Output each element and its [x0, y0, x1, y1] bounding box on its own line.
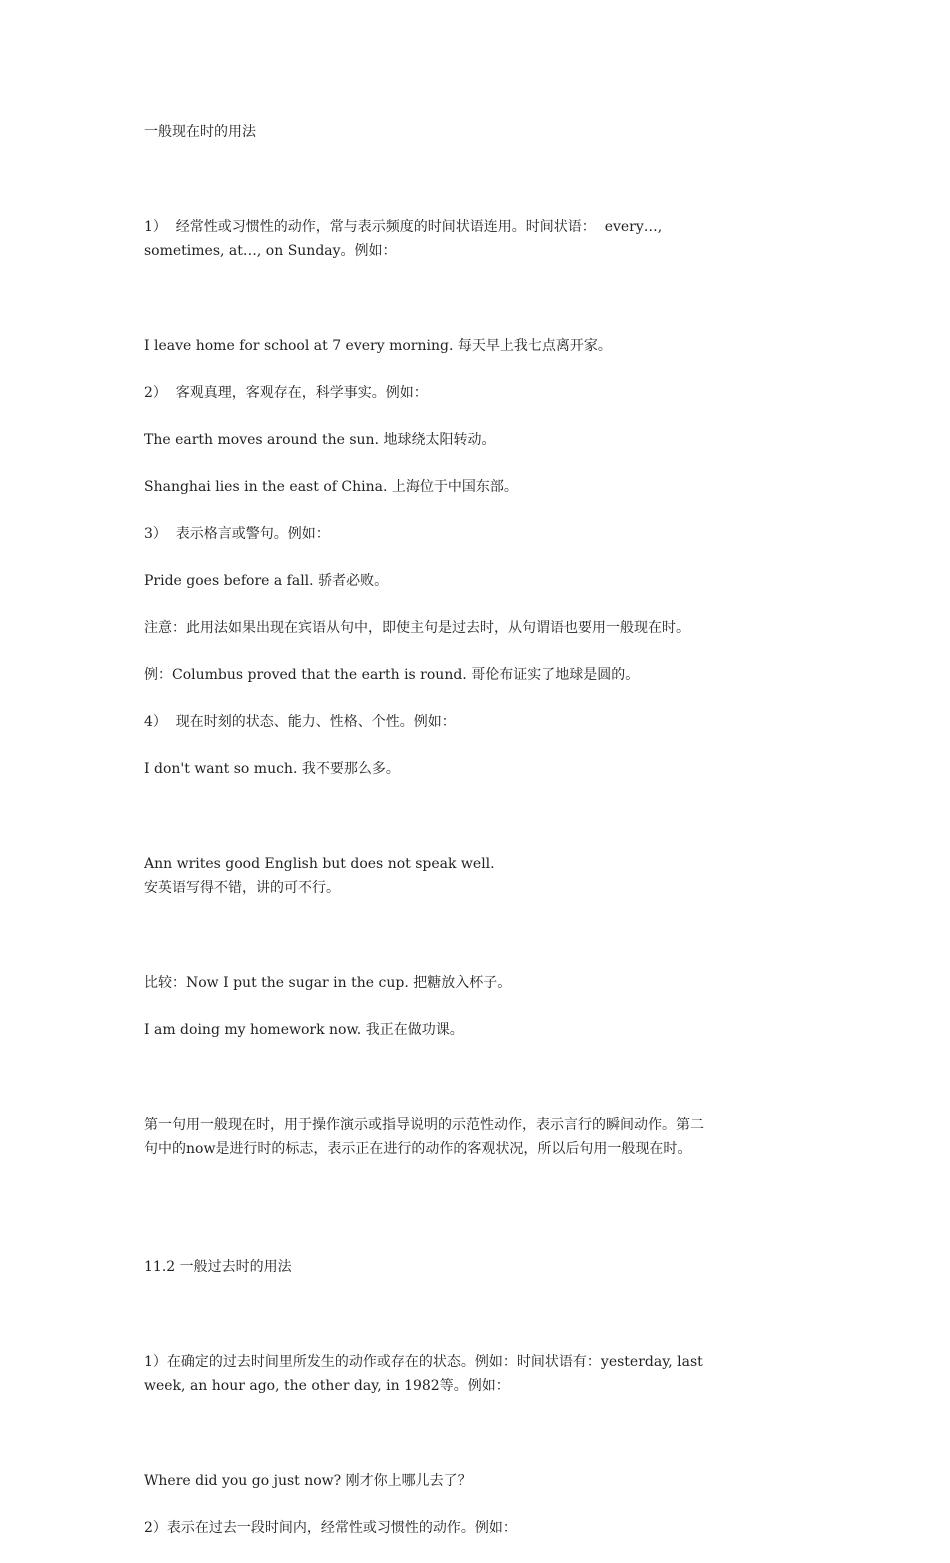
example-where-did-you-go: Where did you go just now? 刚才你上哪儿去了？	[144, 1473, 472, 1489]
past-usage-1-line-1: 1）在确定的过去时间里所发生的动作或存在的状态。例如：时间状语有：yesterday, last	[144, 1354, 703, 1370]
example-shanghai: Shanghai lies in the east of China. 上海位于中国东部。	[144, 479, 518, 495]
example-ann-writes	[144, 804, 814, 948]
usage-1-line-1: 1） 经常性或习惯性的动作，常与表示频度的时间状语连用。时间状语： every…,	[144, 219, 663, 235]
explanation-line-1: 第一句用一般现在时，用于操作演示或指导说明的示范性动作，表示言行的瞬间动作。第二	[144, 1117, 704, 1133]
section-title-present-simple: 一般现在时的用法	[144, 124, 256, 140]
example-leave-home: I leave home for school at 7 every morning. 每天早上我七点离开家。	[144, 338, 612, 354]
usage-2-heading: 2） 客观真理，客观存在，科学事实。例如：	[144, 385, 428, 401]
example-ann-line-2: 安英语写得不错，讲的可不行。	[144, 880, 340, 896]
example-homework: I am doing my homework now. 我正在做功课。	[144, 1022, 464, 1038]
past-usage-2-heading: 2）表示在过去一段时间内，经常性或习惯性的动作。例如：	[144, 1520, 517, 1536]
usage-1-paragraph	[144, 167, 814, 311]
example-pride: Pride goes before a fall. 骄者必败。	[144, 573, 389, 589]
note-paragraph: 注意：此用法如果出现在宾语从句中，即使主句是过去时，从句谓语也要用一般现在时。	[144, 620, 690, 636]
explanation-paragraph	[144, 1065, 814, 1209]
past-usage-1-line-2: week, an hour ago, the other day, in 1982等。例如：	[144, 1378, 510, 1394]
example-columbus: 例：Columbus proved that the earth is round. 哥伦布证实了地球是圆的。	[144, 667, 640, 683]
example-earth-moves: The earth moves around the sun. 地球绕太阳转动。	[144, 432, 496, 448]
document-page	[144, 120, 814, 1563]
past-usage-1-paragraph	[144, 1302, 814, 1446]
comparison-sugar: 比较：Now I put the sugar in the cup. 把糖放入杯子。	[144, 975, 512, 991]
usage-4-heading: 4） 现在时刻的状态、能力、性格、个性。例如：	[144, 714, 456, 730]
usage-3-heading: 3） 表示格言或警句。例如：	[144, 526, 330, 542]
usage-1-line-2: sometimes, at…, on Sunday。例如：	[144, 243, 397, 259]
section-title-past-simple: 11.2 一般过去时的用法	[144, 1259, 292, 1275]
example-dont-want: I don't want so much. 我不要那么多。	[144, 761, 400, 777]
explanation-line-2: 句中的now是进行时的标志，表示正在进行的动作的客观状况，所以后句用一般现在时。	[144, 1141, 692, 1157]
example-ann-line-1: Ann writes good English but does not speak well.	[144, 856, 495, 872]
